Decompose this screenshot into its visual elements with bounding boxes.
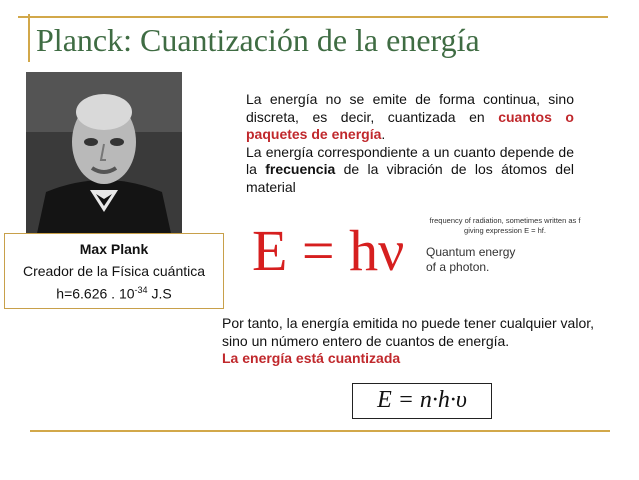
slide-title: Planck: Cuantización de la energía xyxy=(36,22,480,58)
caption-role: Creador de la Física cuántica xyxy=(22,263,206,279)
quantum-note-line1: Quantum energy xyxy=(426,245,516,259)
constant-unit: J.S xyxy=(147,285,172,302)
portrait-photo xyxy=(26,72,182,238)
para1-highlight: cuantos o paquetes de energía xyxy=(246,108,574,142)
conclusion-highlight: La energía está cuantizada xyxy=(222,350,401,366)
para1-text: La energía no se emite de forma continua, sino discreta, es decir, cuantizada en xyxy=(246,91,574,125)
caption-box xyxy=(4,233,224,309)
para1-text-3: de la vibración de los átomos del material xyxy=(246,161,574,195)
planck-equation: E = hν xyxy=(252,218,405,283)
conclusion-text: Por tanto, la energía emitida no puede tener cualquier valor, sino un número entero de cuantos de energía. xyxy=(222,315,595,349)
para1-bold: frecuencia xyxy=(265,161,336,177)
conclusion-paragraph xyxy=(222,315,614,368)
frequency-note-line1: frequency of radiation, sometimes written as f xyxy=(429,216,581,225)
para1-text-2: La energía correspondiente a un cuanto depende de la xyxy=(246,143,574,177)
caption-constant xyxy=(5,285,223,302)
quantum-energy-note xyxy=(426,245,515,275)
portrait-illustration xyxy=(26,72,182,238)
quantum-note-line2: of a photon. xyxy=(426,260,490,274)
frequency-note xyxy=(400,216,610,236)
para1-period: . xyxy=(381,126,386,142)
constant-exponent: -34 xyxy=(134,285,148,295)
planck-equation-image xyxy=(252,213,612,293)
caption-name: Max Plank xyxy=(79,241,149,257)
frequency-note-line2: giving expression E = hf. xyxy=(464,226,546,235)
explanation-paragraph xyxy=(246,91,574,196)
top-rule xyxy=(18,16,608,18)
quantized-energy-formula: E = n·h·υ xyxy=(352,383,492,419)
bottom-rule xyxy=(30,430,610,432)
constant-value: h=6.626 . 10 xyxy=(56,285,135,302)
left-rule xyxy=(28,14,30,62)
